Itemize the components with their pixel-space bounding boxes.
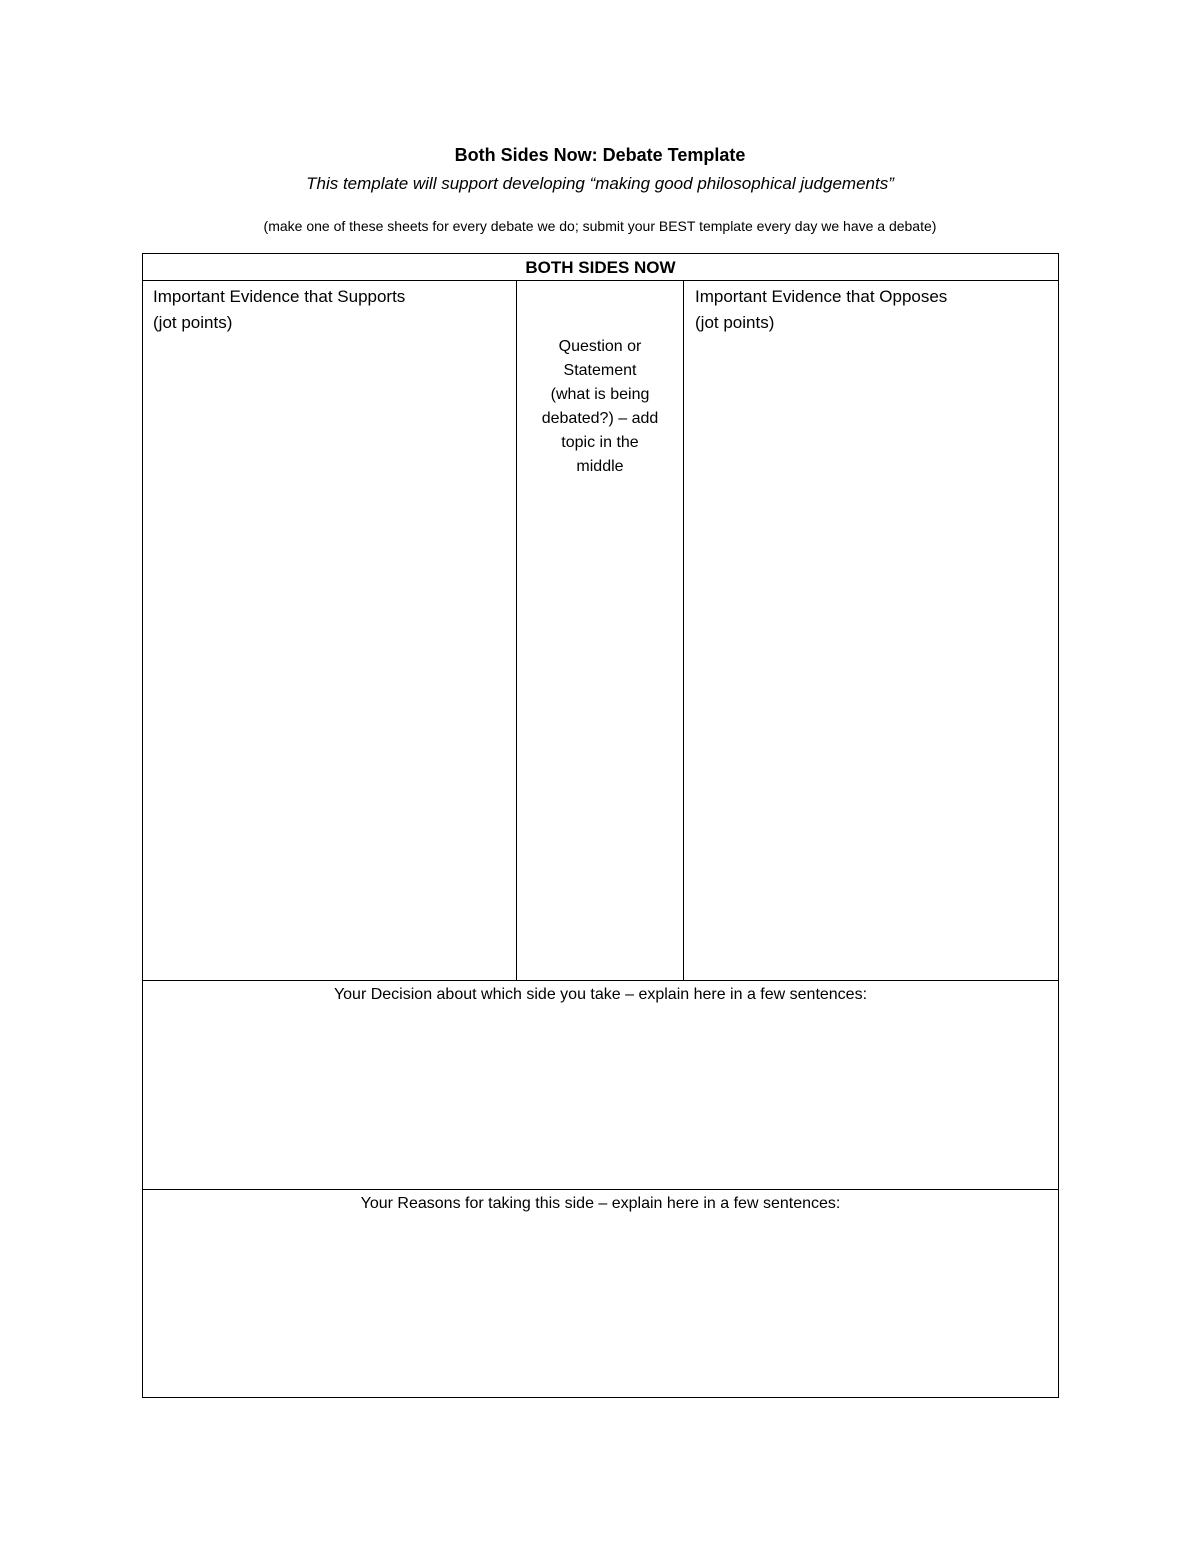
decision-section[interactable] — [143, 980, 1058, 1190]
opposes-label: Important Evidence that Opposes — [695, 287, 948, 306]
reasons-prompt: Your Reasons for taking this side – explain here in a few sentences: — [360, 1195, 841, 1212]
question-line: Question or — [558, 338, 642, 355]
question-line: (what is being — [550, 386, 650, 403]
supports-label: Important Evidence that Supports — [153, 287, 406, 306]
supports-hint: (jot points) — [153, 313, 233, 332]
question-line: debated?) – add — [541, 410, 659, 427]
question-line: Statement — [563, 362, 637, 379]
debate-table — [142, 253, 1059, 1398]
question-line: topic in the — [561, 434, 639, 451]
reasons-section[interactable] — [143, 1189, 1058, 1397]
instructions-text: (make one of these sheets for every debate we do; submit your BEST template every day we have a debate) — [263, 218, 937, 234]
document-title: Both Sides Now: Debate Template — [454, 145, 746, 165]
question-line: middle — [576, 458, 624, 475]
opposes-column[interactable] — [684, 281, 1058, 980]
question-column[interactable] — [517, 281, 684, 980]
table-heading: BOTH SIDES NOW — [143, 254, 1058, 281]
opposes-hint: (jot points) — [695, 313, 775, 332]
decision-prompt: Your Decision about which side you take – explain here in a few sentences: — [333, 986, 868, 1003]
document-subtitle: This template will support developing “making good philosophical judgements” — [306, 174, 894, 193]
supports-column[interactable] — [143, 281, 517, 980]
